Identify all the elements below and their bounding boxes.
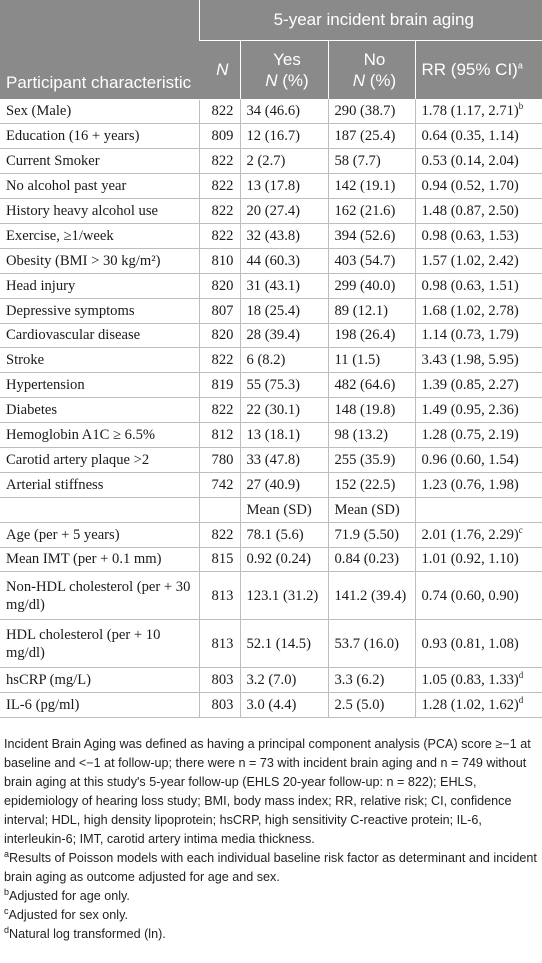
row-label: History heavy alcohol use	[0, 199, 199, 224]
row-n: 820	[199, 323, 240, 348]
row-n: 803	[199, 693, 240, 718]
row-label: Cardiovascular disease	[0, 323, 199, 348]
row-n: 822	[199, 348, 240, 373]
row-no: 142 (19.1)	[328, 174, 415, 199]
row-n: 822	[199, 223, 240, 248]
row-no: 89 (12.1)	[328, 298, 415, 323]
row-rr-value: 0.74 (0.60, 0.90)	[421, 587, 519, 604]
row-rr	[415, 668, 542, 693]
row-yes: 27 (40.9)	[240, 472, 328, 497]
row-label: Non-HDL cholesterol (per + 30 mg/dl)	[0, 572, 199, 620]
row-rr-footnote-mark: d	[518, 670, 524, 681]
table-header	[0, 0, 542, 99]
row-yes: 3.2 (7.0)	[240, 668, 328, 693]
header-yes-unit: N (%)	[265, 70, 309, 90]
row-yes: 123.1 (31.2)	[240, 572, 328, 620]
row-n: 742	[199, 472, 240, 497]
row-rr	[415, 199, 542, 224]
row-rr	[415, 547, 542, 572]
row-n: 813	[199, 620, 240, 668]
row-no: 394 (52.6)	[328, 223, 415, 248]
row-n: 822	[199, 99, 240, 124]
row-yes: 44 (60.3)	[240, 248, 328, 273]
row-n: 815	[199, 547, 240, 572]
row-no: 162 (21.6)	[328, 199, 415, 224]
row-rr	[415, 398, 542, 423]
row-rr	[415, 447, 542, 472]
row-rr	[415, 248, 542, 273]
row-n: 803	[199, 668, 240, 693]
row-n: 819	[199, 373, 240, 398]
table-body	[0, 99, 542, 718]
mean-subheader-blank	[0, 497, 199, 522]
row-no: 299 (40.0)	[328, 273, 415, 298]
row-label: No alcohol past year	[0, 174, 199, 199]
row-yes: 20 (27.4)	[240, 199, 328, 224]
header-no	[328, 40, 415, 99]
row-no: 290 (38.7)	[328, 99, 415, 124]
table-row	[0, 323, 542, 348]
row-label: Diabetes	[0, 398, 199, 423]
row-rr-footnote-mark: b	[518, 101, 524, 112]
row-rr-value: 1.49 (0.95, 2.36)	[421, 402, 519, 419]
footnote-d: $^d$Natural log transformed (ln).	[4, 924, 166, 941]
table-row	[0, 99, 542, 124]
row-n: 822	[199, 199, 240, 224]
row-rr-value: 0.96 (0.60, 1.54)	[421, 451, 519, 468]
row-label: Head injury	[0, 273, 199, 298]
table-row	[0, 174, 542, 199]
row-label: Education (16 + years)	[0, 124, 199, 149]
table-row	[0, 522, 542, 547]
row-rr-value: 0.94 (0.52, 1.70)	[421, 178, 519, 195]
row-no: 58 (7.7)	[328, 149, 415, 174]
footnote-b: $^b$Adjusted for age only.	[4, 886, 130, 903]
row-rr-value: 2.01 (1.76, 2.29)	[421, 526, 519, 543]
mean-subheader-row	[0, 497, 542, 522]
row-yes: 12 (16.7)	[240, 124, 328, 149]
row-n: 822	[199, 149, 240, 174]
row-rr	[415, 373, 542, 398]
row-yes: 31 (43.1)	[240, 273, 328, 298]
row-n: 822	[199, 174, 240, 199]
row-rr	[415, 174, 542, 199]
row-n: 813	[199, 572, 240, 620]
row-no: 3.3 (6.2)	[328, 668, 415, 693]
header-no-unit: N (%)	[352, 70, 397, 90]
row-rr	[415, 99, 542, 124]
row-no: 403 (54.7)	[328, 248, 415, 273]
row-rr-value: 0.93 (0.81, 1.08)	[421, 635, 519, 652]
row-no: 71.9 (5.50)	[328, 522, 415, 547]
row-rr	[415, 223, 542, 248]
row-rr	[415, 693, 542, 718]
table-row	[0, 298, 542, 323]
row-rr	[415, 149, 542, 174]
row-label: Stroke	[0, 348, 199, 373]
row-rr-value: 0.53 (0.14, 2.04)	[421, 153, 519, 170]
table-row	[0, 124, 542, 149]
row-rr	[415, 124, 542, 149]
row-label: Hemoglobin A1C ≥ 6.5%	[0, 423, 199, 448]
table-footnotes	[4, 735, 538, 944]
row-no: 2.5 (5.0)	[328, 693, 415, 718]
row-yes: 3.0 (4.4)	[240, 693, 328, 718]
footnote-a: $^a$Results of Poisson models with each individual baseline risk factor as determinant and incident brain aging as outcome adjusted for age and sex.	[4, 848, 537, 884]
table-row	[0, 693, 542, 718]
table-row	[0, 668, 542, 693]
row-n: 820	[199, 273, 240, 298]
header-n: N	[199, 40, 240, 99]
table-row	[0, 273, 542, 298]
row-label: HDL cholesterol (per + 10 mg/dl)	[0, 620, 199, 668]
row-rr-value: 1.48 (0.87, 2.50)	[421, 203, 519, 219]
row-no: 187 (25.4)	[328, 124, 415, 149]
row-yes: 2 (2.7)	[240, 149, 328, 174]
mean-subheader-yes: Mean (SD)	[240, 497, 328, 522]
table-row	[0, 472, 542, 497]
row-yes: 18 (25.4)	[240, 298, 328, 323]
table-row	[0, 373, 542, 398]
row-yes: 32 (43.8)	[240, 223, 328, 248]
row-rr-value: 1.14 (0.73, 1.79)	[421, 327, 519, 344]
row-yes: 28 (39.4)	[240, 323, 328, 348]
row-no: 198 (26.4)	[328, 323, 415, 348]
row-yes: 55 (75.3)	[240, 373, 328, 398]
row-label: Sex (Male)	[0, 99, 199, 124]
header-group-title: 5-year incident brain aging	[199, 0, 542, 40]
header-yes-label: Yes	[273, 49, 301, 69]
row-label: Arterial stiffness	[0, 472, 199, 497]
row-rr-value: 0.98 (0.63, 1.51)	[421, 277, 519, 294]
row-no: 11 (1.5)	[328, 348, 415, 373]
table-row	[0, 447, 542, 472]
header-yes	[240, 40, 328, 99]
table-row	[0, 348, 542, 373]
row-label: Hypertension	[0, 373, 199, 398]
table-row	[0, 423, 542, 448]
table-row	[0, 572, 542, 620]
row-yes: 34 (46.6)	[240, 99, 328, 124]
footnote-c: $^c$Adjusted for sex only.	[4, 905, 128, 922]
row-rr-value: 1.39 (0.85, 2.27)	[421, 377, 519, 394]
row-rr-value: 1.28 (1.02, 1.62)	[421, 697, 519, 714]
mean-subheader-no: Mean (SD)	[328, 497, 415, 522]
row-rr-value: 1.23 (0.76, 1.98)	[421, 476, 519, 493]
row-n: 809	[199, 124, 240, 149]
row-no: 98 (13.2)	[328, 423, 415, 448]
row-no: 152 (22.5)	[328, 472, 415, 497]
row-label: Depressive symptoms	[0, 298, 199, 323]
row-rr-value: 1.57 (1.02, 2.42)	[421, 252, 519, 269]
row-no: 0.84 (0.23)	[328, 547, 415, 572]
row-yes: 33 (47.8)	[240, 447, 328, 472]
row-rr	[415, 423, 542, 448]
row-label: hsCRP (mg/L)	[0, 668, 199, 693]
row-yes: 78.1 (5.6)	[240, 522, 328, 547]
row-yes: 13 (17.8)	[240, 174, 328, 199]
header-rr: RR (95% CI)$^a$	[415, 40, 542, 99]
row-no: 148 (19.8)	[328, 398, 415, 423]
row-label: Age (per + 5 years)	[0, 522, 199, 547]
table-row	[0, 248, 542, 273]
row-no: 141.2 (39.4)	[328, 572, 415, 620]
table-row	[0, 620, 542, 668]
row-rr	[415, 323, 542, 348]
row-n: 780	[199, 447, 240, 472]
row-no: 482 (64.6)	[328, 373, 415, 398]
row-label: Mean IMT (per + 0.1 mm)	[0, 547, 199, 572]
row-rr	[415, 522, 542, 547]
row-label: IL-6 (pg/ml)	[0, 693, 199, 718]
row-label: Current Smoker	[0, 149, 199, 174]
row-rr-value: 0.64 (0.35, 1.14)	[421, 128, 519, 145]
row-yes: 52.1 (14.5)	[240, 620, 328, 668]
row-rr-value: 3.43 (1.98, 5.95)	[421, 352, 519, 369]
row-rr	[415, 348, 542, 373]
row-label: Obesity (BMI > 30 kg/m²)	[0, 248, 199, 273]
table-row	[0, 149, 542, 174]
row-n: 812	[199, 423, 240, 448]
header-no-label: No	[363, 49, 386, 69]
row-yes: 13 (18.1)	[240, 423, 328, 448]
row-no: 255 (35.9)	[328, 447, 415, 472]
row-yes: 22 (30.1)	[240, 398, 328, 423]
mean-subheader-blank	[199, 497, 240, 522]
row-rr	[415, 298, 542, 323]
row-rr	[415, 572, 542, 620]
row-yes: 6 (8.2)	[240, 348, 328, 373]
row-n: 810	[199, 248, 240, 273]
row-rr-value: 1.68 (1.02, 2.78)	[421, 302, 519, 319]
row-n: 807	[199, 298, 240, 323]
row-rr-value: 1.28 (0.75, 2.19)	[421, 427, 519, 444]
row-rr	[415, 273, 542, 298]
mean-subheader-blank	[415, 497, 542, 522]
header-participant-characteristic: Participant characteristic	[0, 0, 199, 99]
row-no: 53.7 (16.0)	[328, 620, 415, 668]
row-rr	[415, 620, 542, 668]
row-rr-value: 0.98 (0.63, 1.53)	[421, 227, 519, 244]
table-row	[0, 547, 542, 572]
table-row	[0, 199, 542, 224]
table-row	[0, 398, 542, 423]
row-rr-footnote-mark: c	[518, 524, 523, 535]
row-label: Carotid artery plaque >2	[0, 447, 199, 472]
row-rr-value: 1.05 (0.83, 1.33)	[421, 672, 519, 689]
table-row	[0, 223, 542, 248]
row-rr-footnote-mark: d	[518, 695, 524, 706]
row-rr-value: 1.01 (0.92, 1.10)	[421, 551, 519, 568]
row-yes: 0.92 (0.24)	[240, 547, 328, 572]
row-n: 822	[199, 522, 240, 547]
row-n: 822	[199, 398, 240, 423]
footnote-main: Incident Brain Aging was defined as having a principal component analysis (PCA) score ≥−1 at baseline and <−1 at follow-up; there were n = 73 with incident brain aging and n = 749 without brain aging at this study's 5-year follow-up (EHLS 20-year follow-up: n = 822); EHLS, epidemiology of hearing loss study; BMI, body mass index; RR, relative risk; CI, confidence interval; HDL, high density lipoprotein; hsCRP, high sensitivity C-reactive protein; IL-6, interleukin-6; IMT, carotid artery intima media thickness.	[4, 737, 531, 846]
row-rr	[415, 472, 542, 497]
row-label: Exercise, ≥1/week	[0, 223, 199, 248]
row-rr-value: 1.78 (1.17, 2.71)	[421, 103, 519, 120]
